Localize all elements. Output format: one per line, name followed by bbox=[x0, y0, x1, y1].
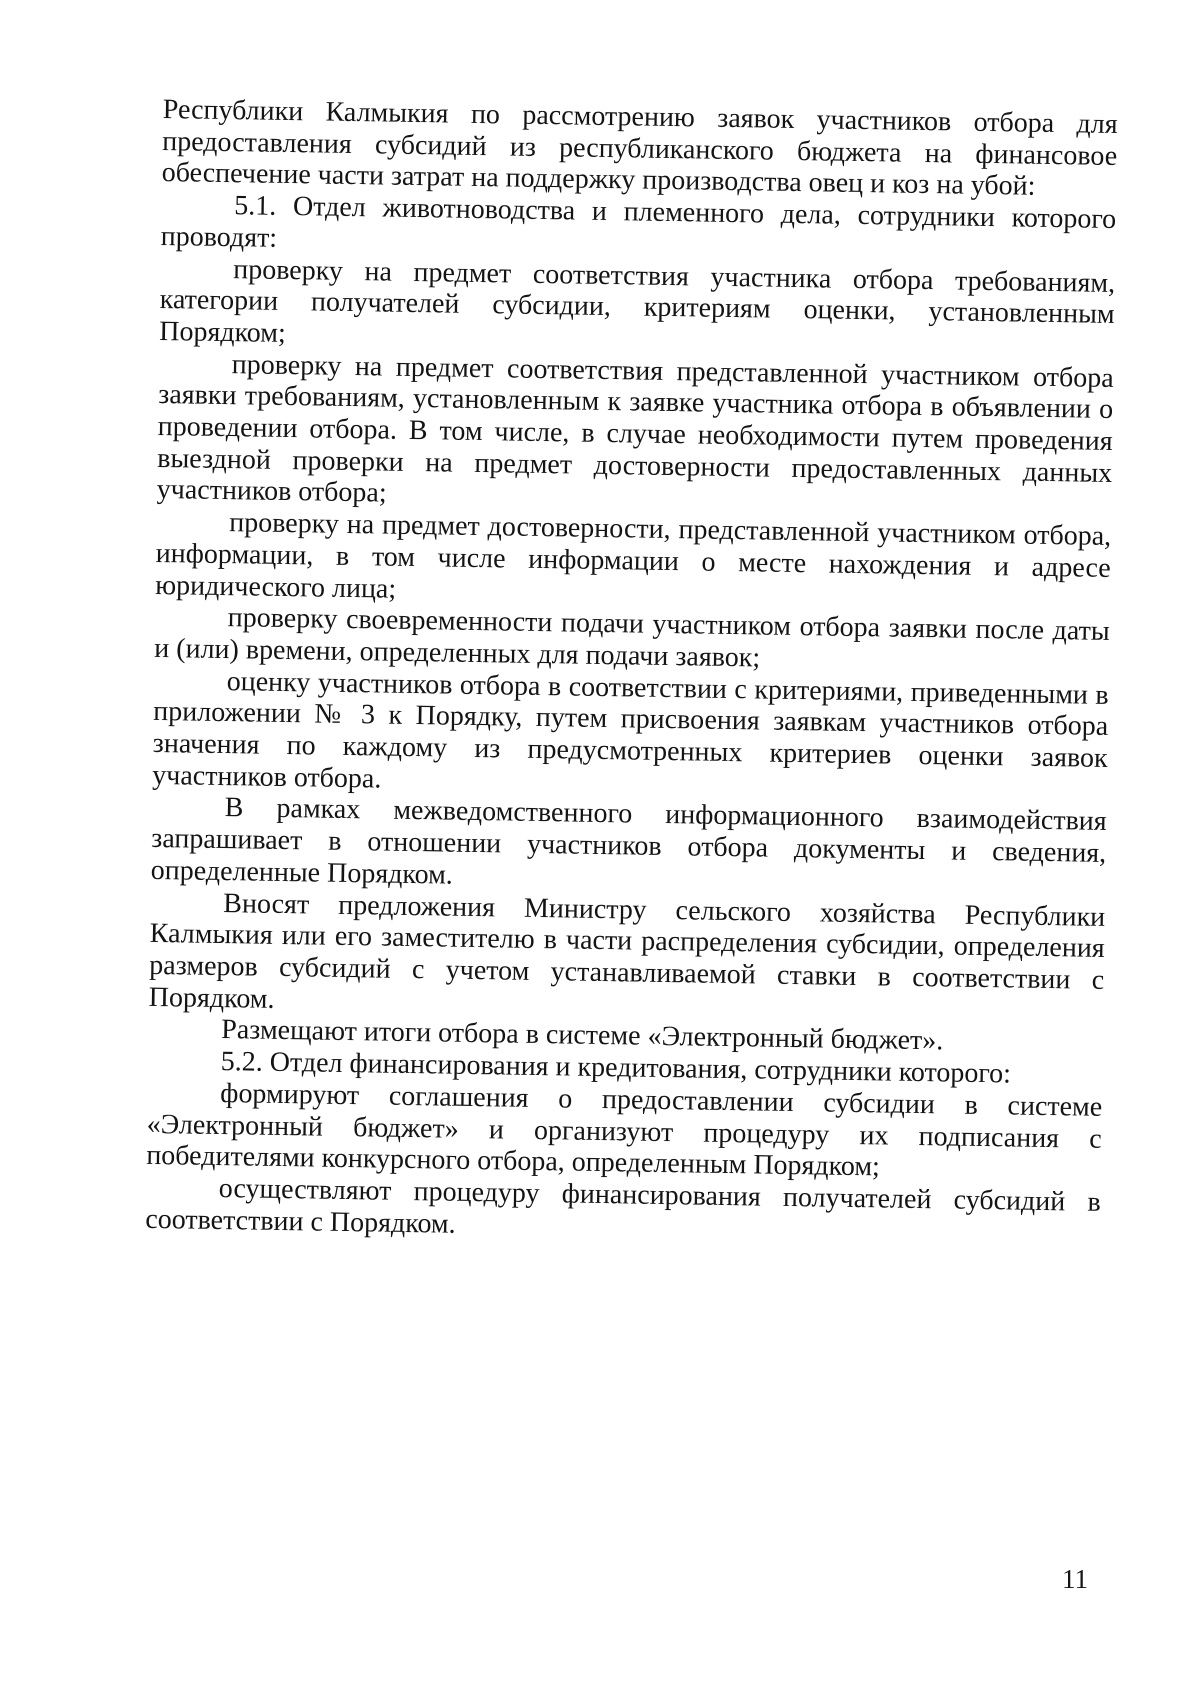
paragraph-interagency: В рамках межведомственного информационного взаимодействия запрашивает в отношении участников отбора документы и сведения, определенные Порядком. bbox=[150, 792, 1107, 891]
page-number: 11 bbox=[1062, 1564, 1088, 1594]
paragraph-section-5-1: 5.1. Отдел животноводства и племенного дела, сотрудники которого проводят: bbox=[160, 190, 1117, 254]
paragraph-financing: осуществляют процедуру финансирования получателей субсидий в соответствии с Порядком. bbox=[145, 1172, 1101, 1240]
paragraph-check-eligibility: проверку на предмет соответствия участника отбора требованиям, категории получателей субсидии, критериям оценки, установленным Порядком; bbox=[159, 253, 1116, 349]
paragraph-section-5-2: 5.2. Отдел финансирования и кредитования, сотрудники которого: bbox=[220, 1046, 1012, 1090]
paragraph-proposals: Вносят предложения Министру сельского хозяйства Республики Калмыкия или его заместителю в части распределения субсидии, определения размеров субсидий с учетом устанавливаемой ставки в соответствии с Порядком. bbox=[148, 887, 1106, 1015]
paragraph-publish-results: Размещают итоги отбора в системе «Электронный бюджет». bbox=[221, 1014, 944, 1057]
paragraph-evaluation: оценку участников отбора в соответствии с критериями, приведенными в приложении № 3 к Порядку, путем присвоения заявкам участников отбора значения по каждому из предусмотренных критериев оценки заявок участников отбора. bbox=[152, 665, 1109, 795]
paragraph-continuation: Республики Калмыкия по рассмотрению заявок участников отбора для предоставления субсидий из республиканского бюджета на финансовое обеспечение части затрат на поддержку производства овец и коз на убой: bbox=[161, 94, 1118, 203]
paragraph-check-application: проверку на предмет соответствия представленной участником отбора заявки требованиям, установленным к заявке участника отбора в объявлении о проведении отбора. В том числе, в случае необходимости путем проведения выездной проверки на предмет достоверности предоставленных данных участников отбора; bbox=[156, 348, 1114, 509]
document-body bbox=[145, 94, 1118, 1250]
paragraph-check-reliability: проверку на предмет достоверности, представленной участником отбора, информации, в том числе информации о месте нахождения и адресе юридического лица; bbox=[155, 507, 1112, 605]
paragraph-check-timeliness: проверку своевременности подачи участником отбора заявки после даты и (или) времени, определенных для подачи заявок; bbox=[154, 602, 1110, 674]
paragraph-agreements: формируют соглашения о предоставлении субсидии в системе «Электронный бюджет» и организуют процедуру их подписания с победителями конкурсного отбора, определенным Порядком; bbox=[146, 1077, 1103, 1183]
